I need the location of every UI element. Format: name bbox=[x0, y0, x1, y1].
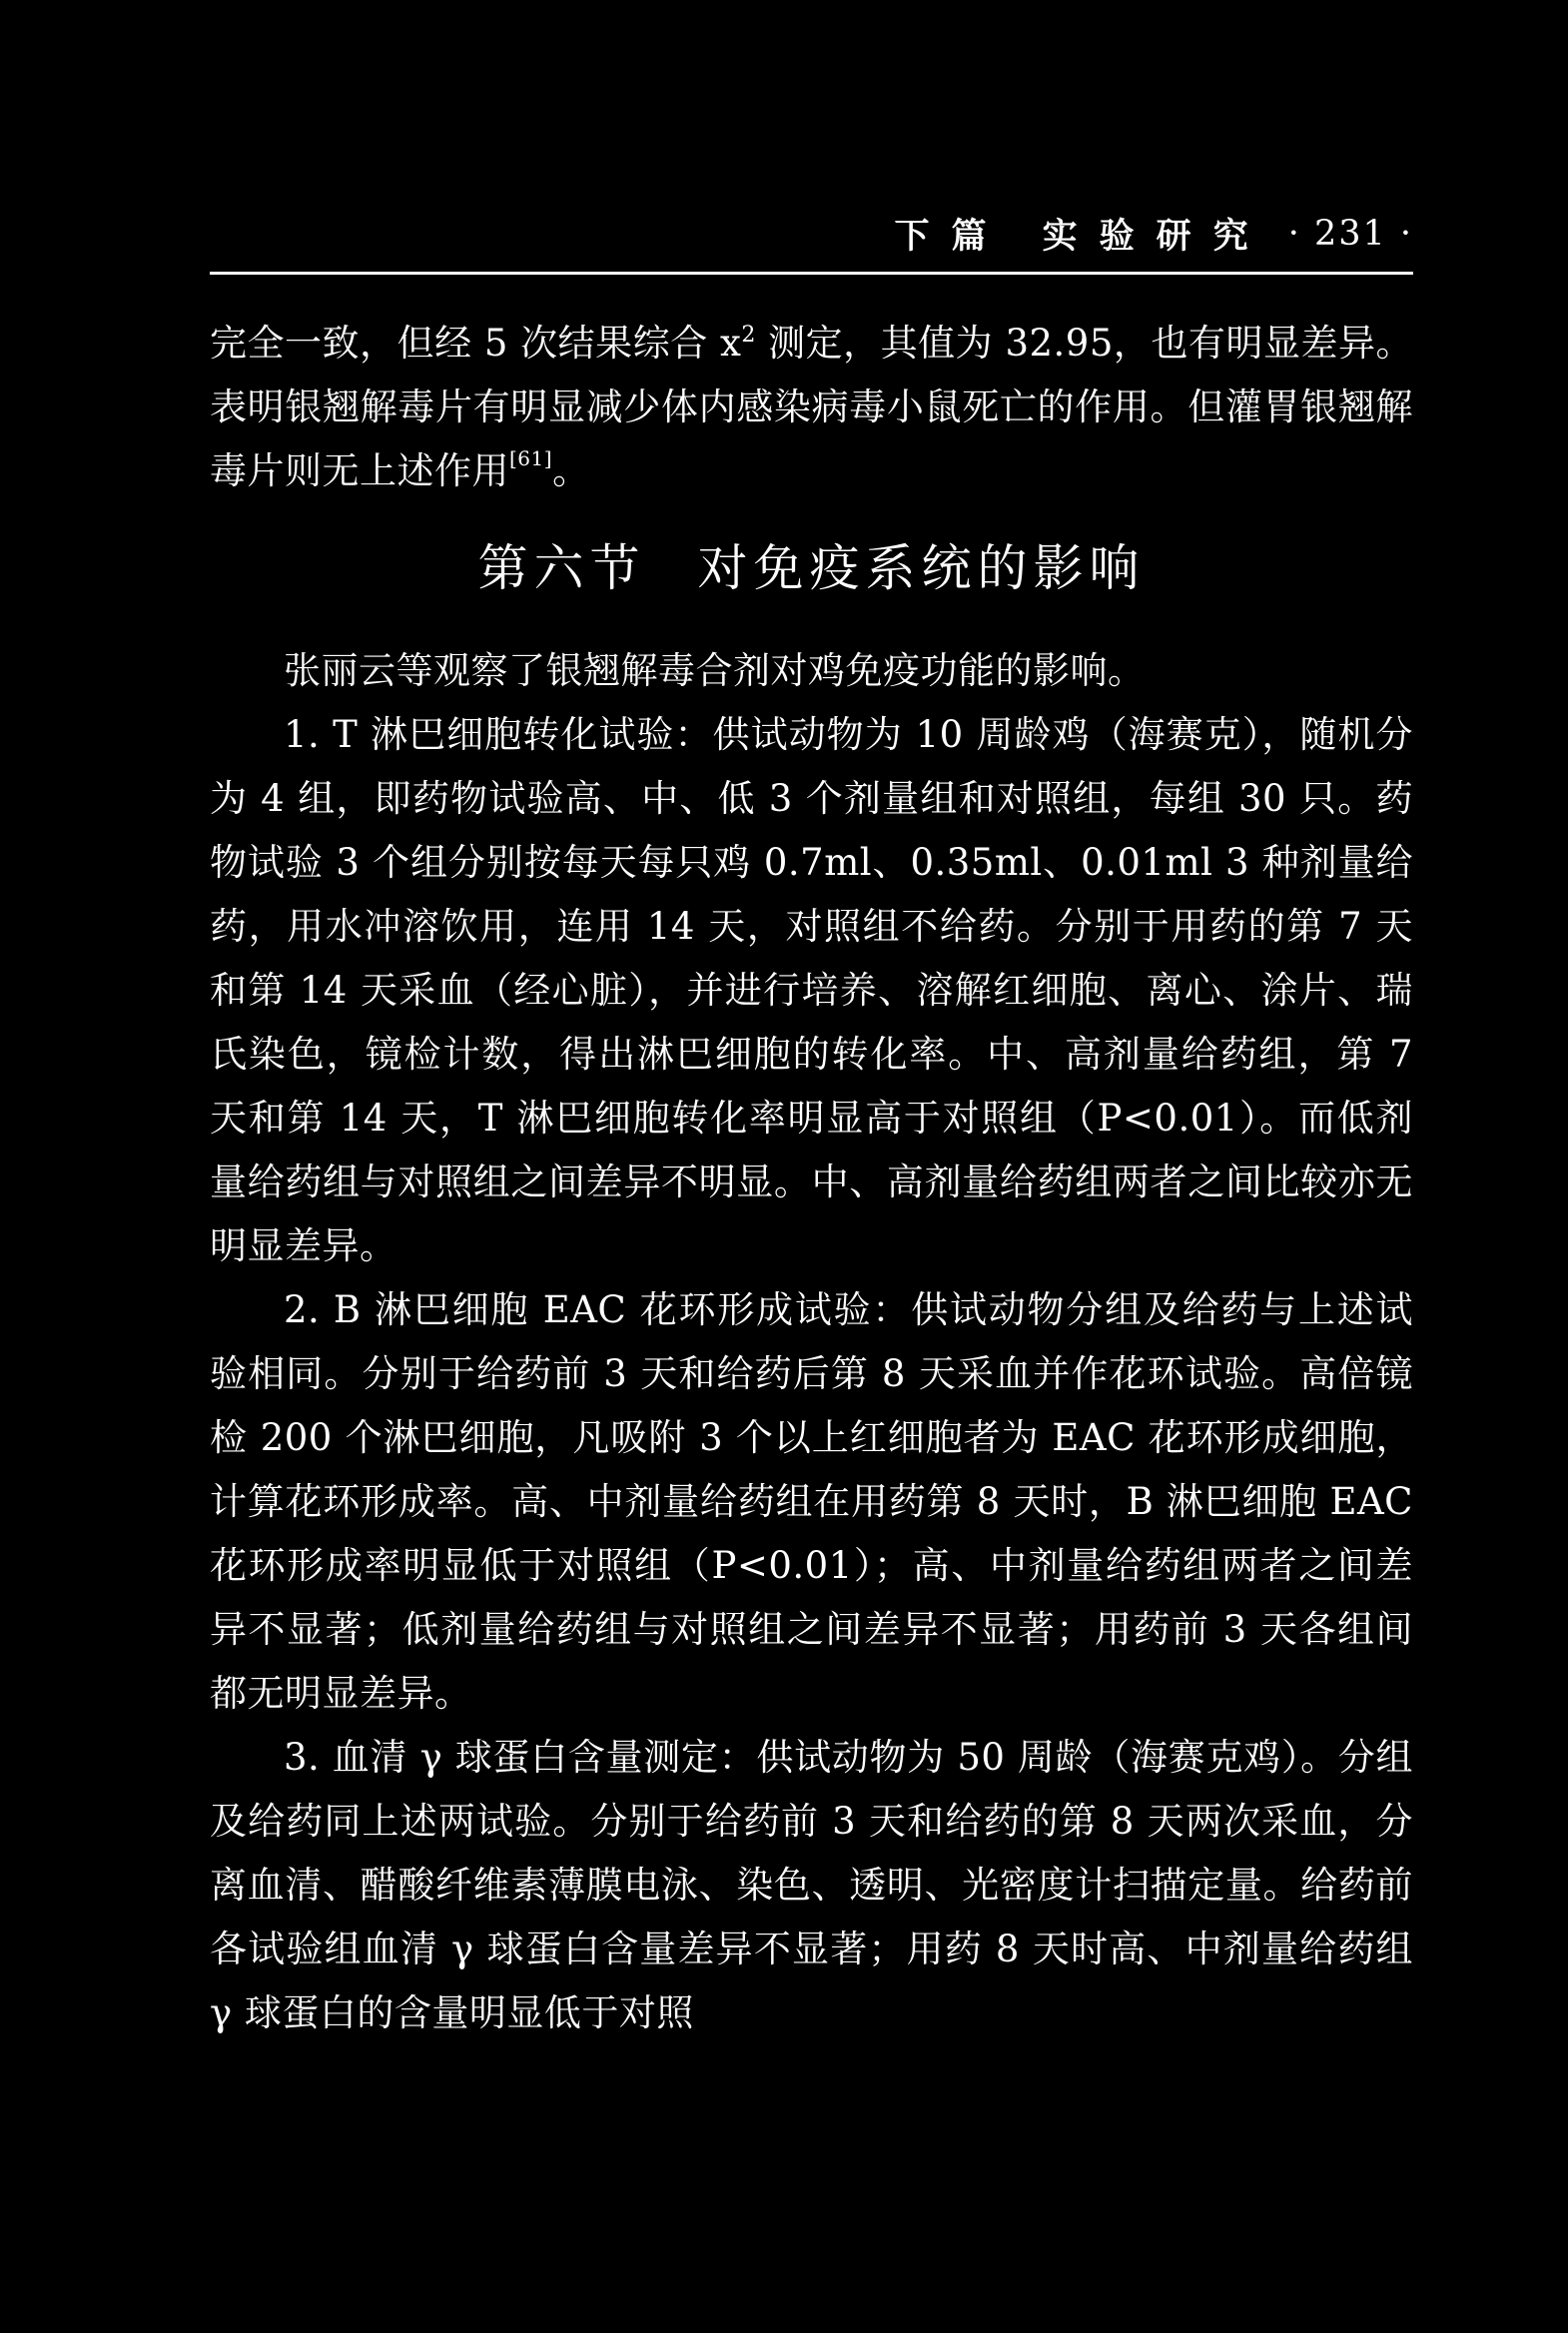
page-body bbox=[210, 312, 1413, 2045]
citation-ref: [61] bbox=[509, 446, 553, 470]
paragraph-gamma-globulin-test: 3. 血清 γ 球蛋白含量测定：供试动物为 50 周龄（海赛克鸡）。分组及给药同上述两试验。分别于给药前 3 天和给药的第 8 天两次采血，分离血清、醋酸纤维素薄膜电泳、染色、透明、光密度计扫描定量。给药前各试验组血清 γ 球蛋白含量差异不显著；用药 8 天时高、中剂量给药组 γ 球蛋白的含量明显低于对照 bbox=[210, 1736, 1413, 2034]
header-rule bbox=[210, 272, 1413, 275]
intro-text-2: 测定，其值为 32.95，也有明显差异。表明银翘解毒片有明显减少体内感染病毒小鼠死亡的作用。但灌胃银翘解毒片则无上述作用 bbox=[210, 322, 1413, 492]
section-title: 对免疫系统的影响 bbox=[697, 539, 1146, 597]
intro-text-1: 完全一致，但经 5 次结果综合 x bbox=[210, 322, 742, 365]
section-heading bbox=[210, 523, 1413, 613]
page-number: · 231 · bbox=[1287, 214, 1413, 254]
paragraph-b-cell-test: 2. B 淋巴细胞 EAC 花环形成试验：供试动物分组及给药与上述试验相同。分别于给药前 3 天和给药后第 8 天采血并作花环试验。高倍镜检 200 个淋巴细胞，凡吸附 3 个以上红细胞者为 EAC 花环形成细胞，计算花环形成率。高、中剂量给药组在用药第 8 天时，B 淋巴细胞 EAC 花环形成率明显低于对照组（P<0.01）；高、中剂量给药组两者之间差异不显著；低剂量给药组与对照组之间差异不显著；用药前 3 天各组间都无明显差异。 bbox=[210, 1288, 1413, 1715]
paragraph-t-cell-test: 1. T 淋巴细胞转化试验：供试动物为 10 周龄鸡（海赛克），随机分为 4 组，即药物试验高、中、低 3 个剂量组和对照组，每组 30 只。药物试验 3 个组分别按每天每只鸡 0.7ml、0.35ml、0.01ml 3 种剂量给药，用水冲溶饮用，连用 14 天，对照组不给药。分别于用药的第 7 天和第 14 天采血（经心脏），并进行培养、溶解红细胞、离心、涂片、瑞氏染色，镜检计数，得出淋巴细胞的转化率。中、高剂量给药组，第 7 天和第 14 天，T 淋巴细胞转化率明显高于对照组（P<0.01）。而低剂量给药组与对照组之间差异不明显。中、高剂量给药组两者之间比较亦无明显差异。 bbox=[210, 713, 1413, 1267]
header-section-title: 下篇 实验研究 bbox=[894, 216, 1270, 257]
superscript-2: 2 bbox=[741, 323, 756, 348]
running-header bbox=[210, 205, 1413, 263]
intro-paragraph bbox=[210, 312, 1413, 503]
intro-text-3: 。 bbox=[552, 449, 590, 492]
section-number: 第六节 bbox=[477, 539, 646, 597]
paragraph-summary: 张丽云等观察了银翘解毒合剂对鸡免疫功能的影响。 bbox=[284, 649, 1146, 692]
